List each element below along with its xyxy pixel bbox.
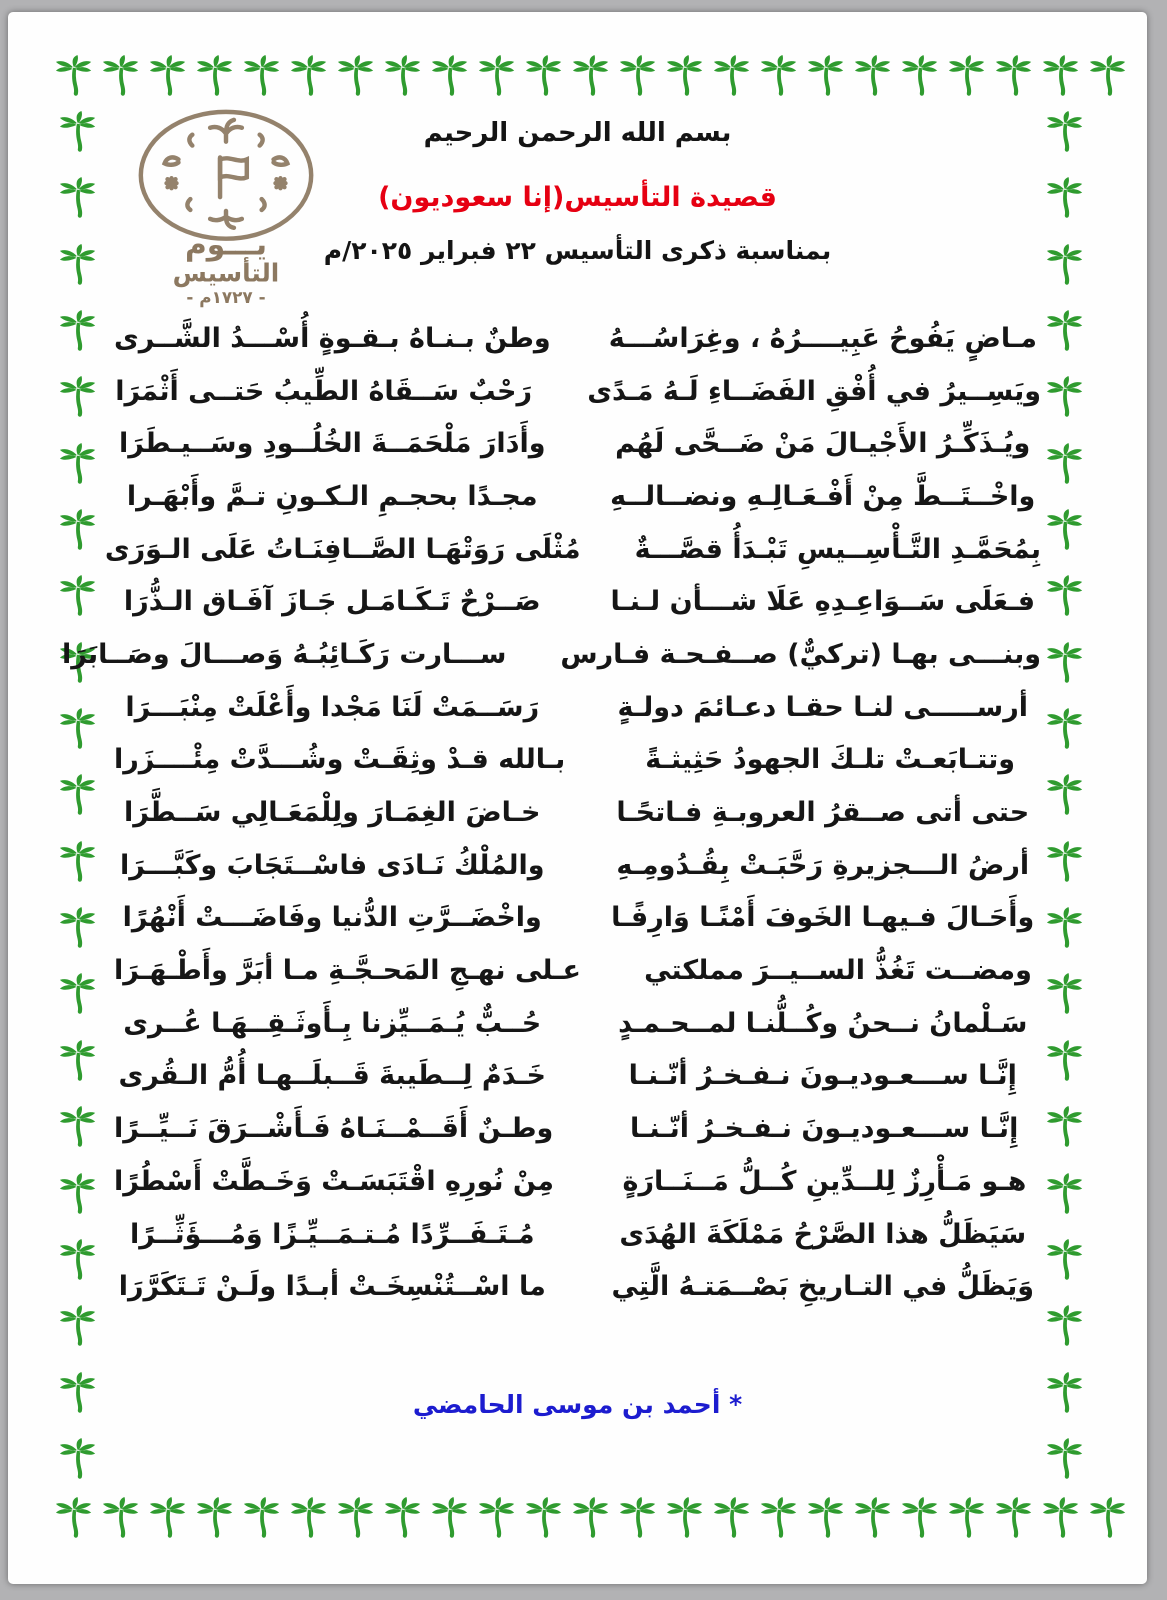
palm-tree-icon [1043, 840, 1090, 887]
palm-tree-icon [1086, 54, 1133, 101]
logo-year: - ١٧٢٧م - [186, 287, 266, 308]
hemistich-first: واخْــتَــطَّ مِنْ أَفْـعَـالِـهِ ونضــالــهِ [610, 480, 1036, 512]
verse-row [114, 417, 1041, 470]
palm-tree-icon [1043, 1039, 1090, 1086]
palm-tree-icon [56, 508, 103, 555]
palm-tree-icon [334, 1496, 381, 1543]
palm-tree-icon [56, 840, 103, 887]
palm-tree-icon [851, 54, 898, 101]
hemistich-first: ومضــت تَغُذُّ الســيــرَ مملكتي [644, 955, 1032, 987]
hemistich-first: وتتـابَعـتْ تلـكَ الجهودُ حَثِيثـةً [645, 744, 1016, 776]
hemistich-first: أرســـــى لنـا حقـا دعـائمَ دولـةٍ [617, 691, 1029, 723]
palm-tree-icon [898, 1496, 945, 1543]
palm-tree-icon [1043, 309, 1090, 356]
palm-tree-icon [1043, 375, 1090, 422]
verse-row [114, 681, 1041, 734]
palm-tree-icon [56, 243, 103, 290]
hemistich-second: حُــبٌّ يُـمَــيِّزنا بِـأَوثَـقِــهَـا عُــرى [123, 1007, 542, 1039]
horse-motif-left [165, 157, 179, 164]
palm-tree-icon [56, 442, 103, 489]
hemistich-second: عـلى نهـجِ المَحـجَّـةِ مـا أبَرَّ وأَطْـهَـرَا [114, 955, 581, 987]
palm-tree-icon [56, 707, 103, 754]
verse-row [114, 944, 1041, 997]
palm-border-bottom [52, 1494, 1093, 1544]
palm-tree-icon [1043, 1437, 1090, 1484]
palm-tree-icon [193, 1496, 240, 1543]
palm-tree-icon [616, 54, 663, 101]
palm-tree-icon [992, 54, 1039, 101]
verse-row [114, 1102, 1041, 1155]
hemistich-second: وطنٌ بـنـاهُ بـقـوةٍ أُسْـــدُ الشَّــرى [114, 322, 551, 354]
hemistich-second: ســـارت رَكَـائِبُـهُ وَصـــالَ وصَــابَرَا [61, 638, 507, 670]
palm-tree-icon [56, 375, 103, 422]
hemistich-second: مُثْلَى رَوَتْهَـا الصَّــافِنَـاتُ عَلَى الـوَرَى [104, 533, 581, 565]
palm-tree-icon [616, 1496, 663, 1543]
palm-tree-icon [52, 54, 99, 101]
palm-tree-icon [1043, 1238, 1090, 1285]
hemistich-first: أرضُ الـــجزيرةِ رَحَّبَـتْ بِقُـدُومِـهِ [616, 849, 1030, 881]
palm-tree-icon [240, 54, 287, 101]
palm-tree-icon [56, 309, 103, 356]
palm-tree-icon [757, 54, 804, 101]
palm-tree-icon [56, 1039, 103, 1086]
palm-tree-icon [56, 972, 103, 1019]
logo-wordmark-line1: يـــوم [184, 227, 268, 263]
verse-row [104, 523, 1041, 576]
palm-tree-icon [287, 54, 334, 101]
palm-tree-icon [1043, 574, 1090, 621]
palm-tree-icon [193, 54, 240, 101]
hemistich-first: إِنَّـا ســـعـوديـونَ نـفـخـرُ أنّـنـا [630, 1113, 1019, 1145]
hemistich-second: خَـدَمٌ لِــطَيبةَ قَــبلَــهـا أُمُّ الـقُرى [118, 1060, 546, 1092]
palm-tree-icon [56, 906, 103, 953]
palm-sprig-bottom [210, 211, 242, 228]
palm-tree-icon [663, 1496, 710, 1543]
palm-tree-icon [522, 54, 569, 101]
hemistich-second: مِنْ نُورِهِ اقْتَبَسَـتْ وَخَـطَّتْ أَسْطُرًا [114, 1165, 554, 1197]
hemistich-first: بِمُحَمَّـدِ التَّـأْسِــيسِ تَبْـدَأُ قصَّـــةٌ [634, 533, 1041, 565]
hemistich-second: خـاضَ الغِمَـارَ ولِلْمَعَـالِي سَــطَّرَا [124, 797, 541, 829]
verse-row [114, 1155, 1041, 1208]
palm-tree-icon [52, 1496, 99, 1543]
palm-tree-icon [522, 1496, 569, 1543]
palm-tree-icon [1043, 906, 1090, 953]
verse-row [114, 1050, 1041, 1103]
palm-tree-icon [99, 54, 146, 101]
hemistich-second: رَسَــمَتْ لَنَا مَجْدا وأَعْلَتْ مِنْبَـــرَا [125, 691, 540, 723]
palm-tree-icon [56, 1437, 103, 1484]
palm-tree-icon [334, 54, 381, 101]
verse-row [114, 786, 1041, 839]
palm-tree-icon [56, 773, 103, 820]
hemistich-first: هـو مَـأْرِزٌ لِلــدِّينِ كُــلُّ مَــنَــارَةٍ [622, 1165, 1027, 1197]
hemistich-first: وبنـــى بهـا (تركيٌّ) صــفـحـة فـارس [560, 638, 1041, 670]
palm-tree-icon [945, 1496, 992, 1543]
verse-row [114, 312, 1041, 365]
palm-tree-icon [898, 54, 945, 101]
palm-tree-icon [1043, 972, 1090, 1019]
author-signature: * أحمد بن موسى الحامضي [412, 1390, 743, 1419]
palm-border-top [52, 52, 1093, 102]
poem-title: قصيدة التأسيس(إنا سعوديون) [378, 182, 777, 213]
palm-tree-icon [381, 1496, 428, 1543]
hemistich-second: والمُلْكُ نَـادَى فاسْــتَجَابَ وكَبَّـــرَا [119, 849, 545, 881]
palm-tree-icon [56, 110, 103, 157]
palm-tree-icon [56, 1371, 103, 1418]
palm-tree-icon [710, 54, 757, 101]
palm-tree-icon [1043, 442, 1090, 489]
hemistich-second: بـالله قـدْ وثِقَـتْ وشُـــدَّتْ مِئْــــزَرا [114, 744, 566, 776]
palm-tree-icon [992, 1496, 1039, 1543]
palm-tree-icon [1086, 1496, 1133, 1543]
palm-tree-icon [1043, 1371, 1090, 1418]
hemistich-first: وأَحَـالَ فـيهـا الخَوفَ أَمْنًـا وَارِفًـا [611, 902, 1035, 934]
hemistich-second: واخْضَــرَّتِ الدُّنيا وفَاضَـــتْ أَنْهُرًا [122, 902, 542, 934]
palm-tree-icon [56, 176, 103, 223]
hemistich-first: إِنَّـا ســـعـوديـونَ نـفـخـرُ أنّـنـا [628, 1060, 1017, 1092]
palm-tree-icon [240, 1496, 287, 1543]
hemistich-first: ويُـذَكِّـرُ الأَجْيـالَ مَنْ ضَــحَّى لَهُم [615, 428, 1031, 460]
palm-tree-icon [569, 54, 616, 101]
flag-icon [220, 158, 247, 178]
palm-tree-icon [569, 1496, 616, 1543]
palm-tree-icon [287, 1496, 334, 1543]
palm-tree-icon [1043, 773, 1090, 820]
palm-tree-icon [851, 1496, 898, 1543]
palm-tree-icon [757, 1496, 804, 1543]
palm-tree-icon [428, 54, 475, 101]
palm-tree-icon [804, 1496, 851, 1543]
verse-row [114, 997, 1041, 1050]
palm-tree-icon [1043, 243, 1090, 290]
hemistich-first: ويَسِــيرُ في أُفْقِ الفَضَــاءِ لَـهُ مَـدًى [587, 375, 1041, 407]
hemistich-second: رَحْبٌ سَــقَاهُ الطِّيبُ حَتــى أَثْمَرَا [115, 375, 532, 407]
palm-tree-icon [1043, 641, 1090, 688]
hemistich-second: ما اسْــتُنْسِخَـتْ أبـدًا ولَـنْ تَـتَكَرَّرَا [118, 1271, 546, 1303]
hemistich-second: صَــرْحٌ تَـكَـامَـل جَـازَ آفَـاق الـذُّرَا [123, 586, 541, 618]
hemistich-first: فـعَلَى سَــوَاعِـدِهِ عَلَا شـــأن لـنـا [610, 586, 1036, 618]
verse-row [114, 839, 1041, 892]
verse-row [114, 365, 1041, 418]
verse-row [114, 1260, 1041, 1313]
hemistich-first: سَيَظَلُّ هذا الصَّرْحُ مَمْلَكَةَ الهُدَى [619, 1218, 1027, 1250]
palm-tree-icon [1039, 1496, 1086, 1543]
palm-tree-icon [1043, 1105, 1090, 1152]
palm-tree-icon [1043, 176, 1090, 223]
poem-subtitle: بمناسبة ذكرى التأسيس ٢٢ فبراير ٢٠٢٥/م [323, 236, 832, 265]
horse-motif-right [274, 157, 288, 164]
verse-row [114, 1208, 1041, 1261]
palm-tree-icon [56, 1238, 103, 1285]
palm-tree-icon [1043, 1304, 1090, 1351]
palm-tree-icon [56, 574, 103, 621]
verse-row [114, 734, 1041, 787]
hemistich-second: مجـدًا بحجـمِ الـكـونِ تـمَّ وأَبْهَـرا [126, 480, 538, 512]
palm-border-left [54, 110, 104, 1484]
palm-tree-icon [475, 54, 522, 101]
palm-tree-icon [99, 1496, 146, 1543]
palm-tree-icon [1043, 110, 1090, 157]
hemistich-first: مـاضٍ يَفُوحُ عَبِيــــرُهُ ، وغِرَاسُـــهُ [608, 322, 1037, 354]
hemistich-first: وَيَظَلُّ في التـاريخِ بَصْــمَتـهُ الَّتِي [611, 1271, 1034, 1303]
palm-tree-icon [56, 1105, 103, 1152]
palm-tree-icon [1039, 54, 1086, 101]
palm-tree-icon [710, 1496, 757, 1543]
palm-tree-icon [945, 54, 992, 101]
hemistich-first: سَـلْمانُ نــحنُ وكُــلُّنـا لمــحـمـدٍ [618, 1007, 1028, 1039]
palm-tree-icon [428, 1496, 475, 1543]
basmala: بسم الله الرحمن الرحيم [423, 118, 732, 148]
palm-tree-icon [381, 54, 428, 101]
palm-tree-icon [146, 1496, 193, 1543]
palm-tree-icon [804, 54, 851, 101]
hemistich-second: وأَدَارَ مَلْحَمَــةَ الخُلُــودِ وسَــيـطَرَا [118, 428, 546, 460]
hemistich-first: حتى أتى صــقرُ العروبـةِ فـاتحًـا [616, 797, 1030, 829]
palm-tree-icon [475, 1496, 522, 1543]
verse-row [61, 628, 1041, 681]
palm-tree-icon [1043, 508, 1090, 555]
document-page [8, 12, 1147, 1584]
palm-border-right [1041, 110, 1091, 1484]
logo-wordmark-line2: التأسيس [172, 258, 280, 288]
palm-tree-icon [1043, 707, 1090, 754]
verse-row [114, 575, 1041, 628]
palm-tree-icon [1043, 1172, 1090, 1219]
poem-body [61, 312, 1041, 1313]
verse-row [114, 470, 1041, 523]
palm-tree-icon [56, 1304, 103, 1351]
palm-tree-icon [146, 54, 193, 101]
palm-tree-icon [56, 1172, 103, 1219]
verse-row [114, 892, 1041, 945]
palm-tree-icon [663, 54, 710, 101]
hemistich-second: مُـتَـفَــرِّدًا مُـتـمَــيِّـزًا وَمُـــؤَثِّــرًا [129, 1218, 535, 1250]
hemistich-second: وطـنٌ أَقَــمْــنَـاهُ فَـأَشْــرَقَ نَــيِّــرًا [114, 1113, 554, 1145]
